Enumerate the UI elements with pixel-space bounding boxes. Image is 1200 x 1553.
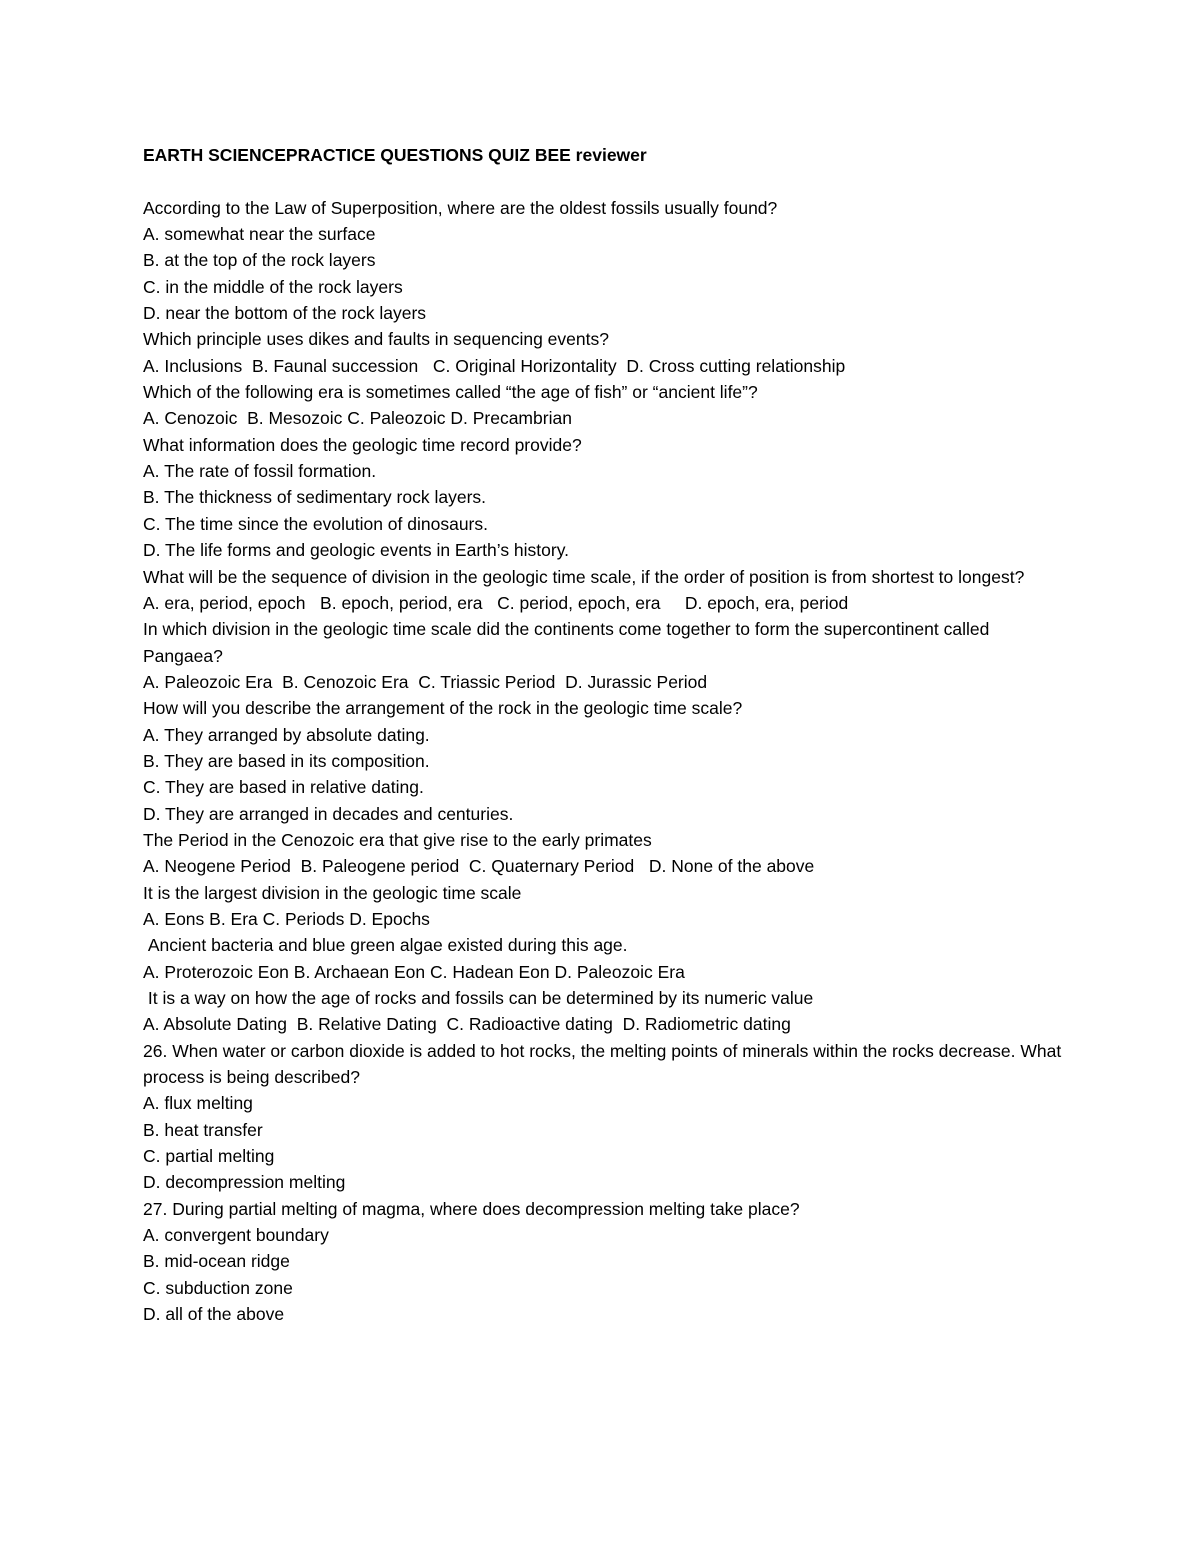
question-6: In which division in the geologic time scale did the continents come together to form the supercontinent called Pangaea? <box>143 619 995 666</box>
question-26-option-b: B. heat transfer <box>143 1119 263 1140</box>
question-8: The Period in the Cenozoic era that give rise to the early primates <box>143 829 652 850</box>
question-27-option-c: C. subduction zone <box>143 1277 293 1298</box>
blank-line <box>143 168 1073 194</box>
question-4: What information does the geologic time record provide? <box>143 434 582 455</box>
question-27-option-a: A. convergent boundary <box>143 1225 329 1246</box>
question-10: Ancient bacteria and blue green algae existed during this age. <box>143 935 628 956</box>
question-7-option-d: D. They are arranged in decades and centuries. <box>143 803 514 824</box>
question-8-options: A. Neogene Period B. Paleogene period C. Quaternary Period D. None of the above <box>143 856 815 877</box>
question-5-options: A. era, period, epoch B. epoch, period, era C. period, epoch, era D. epoch, era, period <box>143 592 849 613</box>
question-1: According to the Law of Superposition, where are the oldest fossils usually found? <box>143 197 778 218</box>
question-2-options: A. Inclusions B. Faunal succession C. Original Horizontality D. Cross cutting relationship <box>143 355 846 376</box>
question-4-option-d: D. The life forms and geologic events in Earth’s history. <box>143 540 570 561</box>
question-11-options: A. Absolute Dating B. Relative Dating C. Radioactive dating D. Radiometric dating <box>143 1014 791 1035</box>
question-9: It is the largest division in the geologic time scale <box>143 882 522 903</box>
question-27-option-b: B. mid-ocean ridge <box>143 1251 290 1272</box>
question-6-options: A. Paleozoic Era B. Cenozoic Era C. Triassic Period D. Jurassic Period <box>143 671 708 692</box>
question-4-option-a: A. The rate of fossil formation. <box>143 461 377 482</box>
question-4-option-b: B. The thickness of sedimentary rock layers. <box>143 487 487 508</box>
question-1-option-b: B. at the top of the rock layers <box>143 250 376 271</box>
document-title: EARTH SCIENCEPRACTICE QUESTIONS QUIZ BEE reviewer <box>143 145 647 165</box>
question-7-option-b: B. They are based in its composition. <box>143 750 430 771</box>
question-1-option-d: D. near the bottom of the rock layers <box>143 303 427 324</box>
question-11: It is a way on how the age of rocks and fossils can be determined by its numeric value <box>143 988 814 1008</box>
question-27-option-d: D. all of the above <box>143 1304 285 1325</box>
question-27: 27. During partial melting of magma, where does decompression melting take place? <box>143 1198 800 1219</box>
question-4-option-c: C. The time since the evolution of dinosaurs. <box>143 513 489 534</box>
question-2: Which principle uses dikes and faults in sequencing events? <box>143 329 609 350</box>
question-1-option-c: C. in the middle of the rock layers <box>143 276 403 297</box>
question-3-options: A. Cenozoic B. Mesozoic C. Paleozoic D. Precambrian <box>143 408 572 429</box>
question-7: How will you describe the arrangement of the rock in the geologic time scale? <box>143 698 743 719</box>
question-3: Which of the following era is sometimes called “the age of fish” or “ancient life”? <box>143 382 758 403</box>
question-26: 26. When water or carbon dioxide is added to hot rocks, the melting points of minerals within the rocks decrease. What process is being described? <box>143 1040 1067 1088</box>
question-7-option-c: C. They are based in relative dating. <box>143 777 424 798</box>
question-1-option-a: A. somewhat near the surface <box>143 224 376 245</box>
question-26-option-d: D. decompression melting <box>143 1172 346 1193</box>
question-9-options: A. Eons B. Era C. Periods D. Epochs <box>143 908 430 929</box>
question-10-options: A. Proterozoic Eon B. Archaean Eon C. Hadean Eon D. Paleozoic Era <box>143 961 685 982</box>
question-5: What will be the sequence of division in the geologic time scale, if the order of position is from shortest to longest? <box>143 566 1025 587</box>
document-body <box>143 142 1073 1327</box>
question-7-option-a: A. They arranged by absolute dating. <box>143 724 430 745</box>
question-26-option-a: A. flux melting <box>143 1093 253 1114</box>
question-26-option-c: C. partial melting <box>143 1146 275 1167</box>
